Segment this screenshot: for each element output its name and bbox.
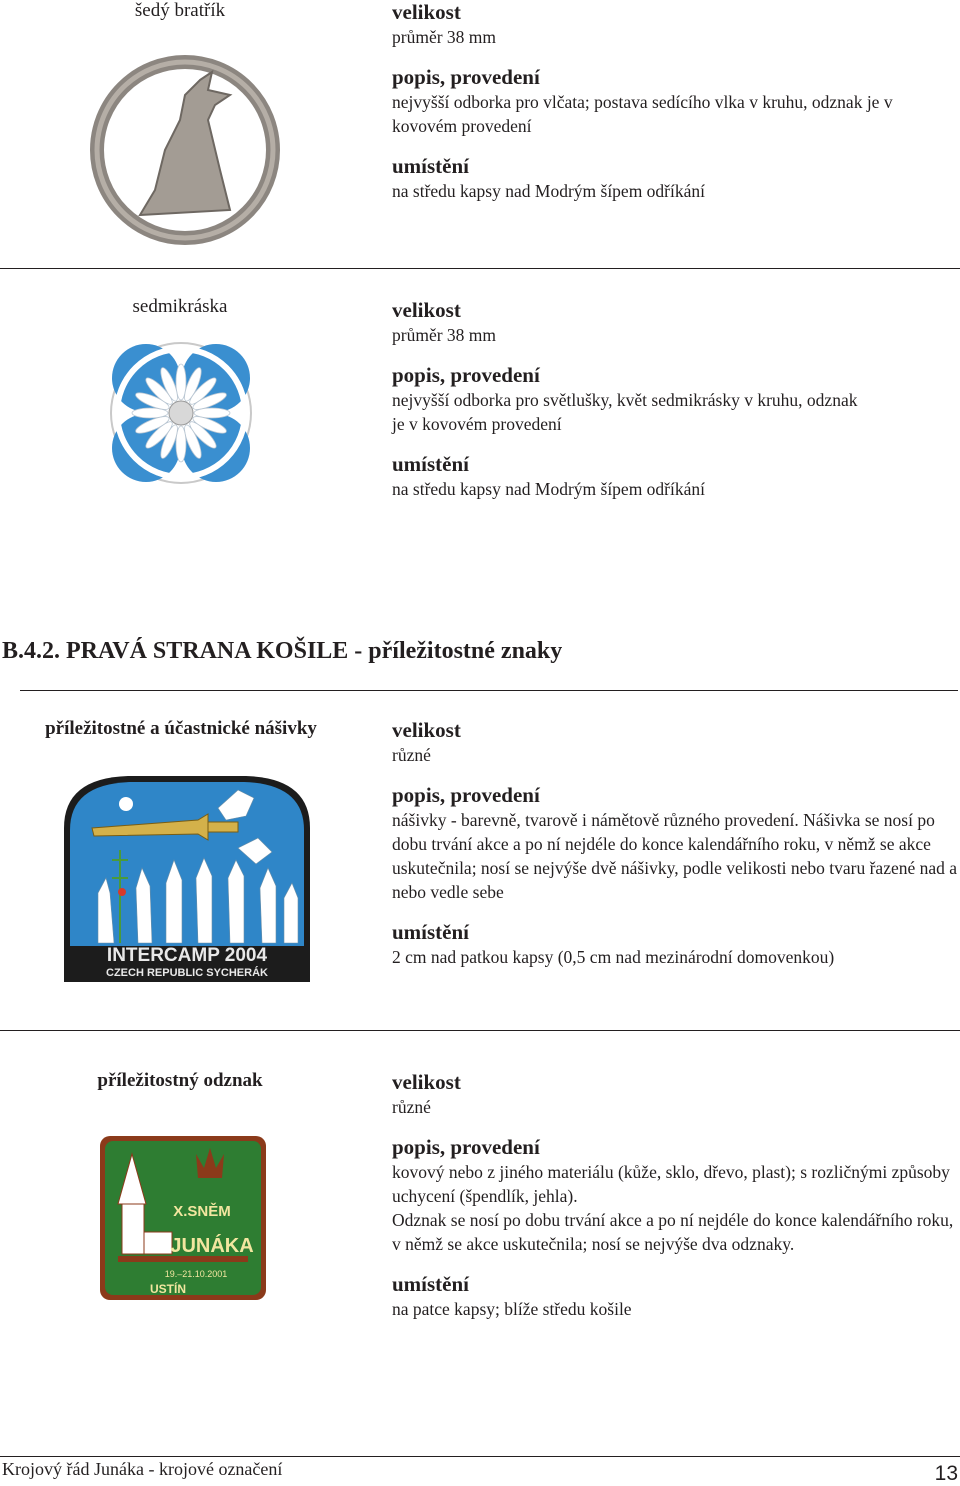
label-placement: umístění	[392, 154, 470, 178]
divider	[20, 690, 958, 691]
daisy-details	[392, 298, 960, 501]
item-name-patches: příležitostné a účastnické nášivky	[45, 718, 317, 739]
badge-text-3: 19.–21.10.2001	[164, 1269, 228, 1279]
snem-badge-image	[98, 1134, 268, 1302]
daisy-description: nejvyšší odborka pro světlušky, květ sedmikrásky v kruhu, odznak je v kovovém provedení	[392, 390, 858, 434]
daisy-badge-image	[108, 340, 254, 486]
item-name-daisy: sedmikráska	[132, 296, 228, 317]
patches-placement: 2 cm nad patkou kapsy (0,5 cm nad mezinárodní domovenkou)	[392, 947, 835, 967]
divider	[0, 1030, 960, 1031]
page-number: 13	[934, 1462, 958, 1485]
label-size: velikost	[392, 1070, 461, 1094]
label-description: popis, provedení	[392, 65, 540, 89]
label-size: velikost	[392, 718, 461, 742]
item-name-wolf: šedý bratřík	[134, 0, 226, 21]
divider	[0, 268, 960, 269]
badge-text-4: USTÍN	[150, 1282, 186, 1296]
section-title: B.4.2. PRAVÁ STRANA KOŠILE - příležitostné znaky	[2, 638, 563, 664]
occasional-badge-details	[392, 1070, 960, 1321]
patch-text-top: INTERCAMP 2004	[106, 945, 268, 966]
label-placement: umístění	[392, 920, 470, 944]
item-name-occasional-badge: příležitostný odznak	[97, 1070, 263, 1091]
badge-size: různé	[392, 1097, 431, 1117]
wolf-description: nejvyšší odborka pro vlčata; postava sedícího vlka v kruhu, odznak je v kovovém provedení	[392, 92, 893, 136]
wolf-size: průměr 38 mm	[392, 27, 497, 47]
badge-text-1: X.SNĚM	[173, 1203, 231, 1220]
footer-divider	[0, 1456, 960, 1457]
daisy-size: průměr 38 mm	[392, 325, 497, 345]
wolf-badge-image	[80, 50, 290, 250]
label-size: velikost	[392, 0, 461, 24]
patches-description: nášivky - barevně, tvarově i námětově různého provedení. Nášivka se nosí po dobu trvání akce a po ní nejdéle do konce kalendářního roku, v němž se akce uskutečnila; nosí se nejvýše dvě nášivky, podle velikosti nebo tvaru řazené nad a nebo vedle sebe	[392, 810, 958, 902]
label-size: velikost	[392, 298, 461, 322]
label-description: popis, provedení	[392, 783, 540, 807]
patch-text-bottom: CZECH REPUBLIC SYCHERÁK	[106, 967, 268, 979]
patches-details	[392, 718, 960, 969]
label-placement: umístění	[392, 452, 470, 476]
badge-placement: na patce kapsy; blíže středu košile	[392, 1299, 632, 1319]
badge-description-2: Odznak se nosí po dobu trvání akce a po ní nejdéle do konce kalendářního roku, v němž se akce uskutečnila; nosí se nejvýše dva odznaky.	[392, 1210, 954, 1254]
label-description: popis, provedení	[392, 1135, 540, 1159]
label-description: popis, provedení	[392, 363, 540, 387]
wolf-details	[392, 0, 960, 203]
patches-size: různé	[392, 745, 431, 765]
daisy-placement: na středu kapsy nad Modrým šípem odříkání	[392, 479, 706, 499]
label-placement: umístění	[392, 1272, 470, 1296]
wolf-placement: na středu kapsy nad Modrým šípem odříkání	[392, 181, 706, 201]
intercamp-patch-image	[58, 768, 316, 988]
footer-title: Krojový řád Junáka - krojové označení	[2, 1459, 283, 1479]
badge-description-1: kovový nebo z jiného materiálu (kůže, sklo, dřevo, plast); s rozličnými způsoby uchycení (špendlík, jehla).	[392, 1162, 950, 1206]
badge-text-2: JUNÁKA	[170, 1235, 254, 1257]
